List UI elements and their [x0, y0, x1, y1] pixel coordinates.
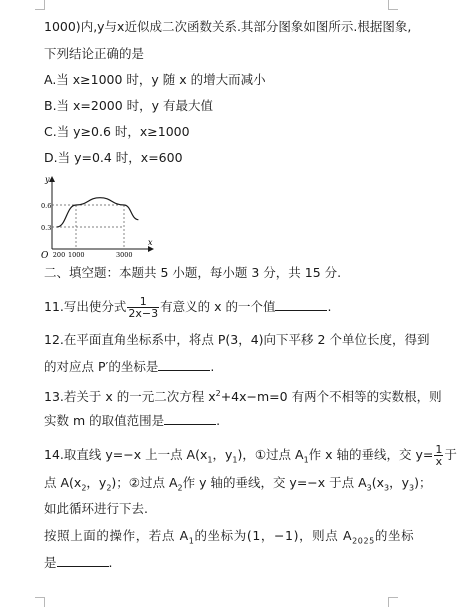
- section-heading: 二、填空题：本题共 5 小题，每小题 3 分，共 15 分.: [44, 265, 342, 280]
- q14-text: ，y: [212, 447, 233, 462]
- question-14-line-2: [44, 474, 432, 498]
- y-axis-label: y: [45, 175, 50, 184]
- y-tick-label: 0.3: [41, 224, 52, 232]
- crop-mark-bottom-right: [388, 597, 398, 607]
- q14-text: )；: [414, 475, 432, 490]
- q13-text: 13.若关于 x 的一元二次方程 x: [44, 389, 216, 405]
- question-14-line-5: [44, 554, 113, 572]
- answer-blank[interactable]: [275, 298, 327, 311]
- subscript: 1: [207, 455, 213, 465]
- x-tick-label: 1000: [68, 251, 85, 259]
- subscript: 2: [177, 483, 183, 493]
- crop-mark-top-right: [388, 0, 398, 10]
- question-text-line: 1000)内,y与x近似成二次函数关系.其部分图象如图所示.根据图象,: [44, 19, 412, 34]
- q12-text: 的对应点 P′的坐标是: [44, 359, 159, 374]
- q11-text: 11.写出使分式: [44, 299, 127, 314]
- q14-text: )，①过点 A: [237, 447, 304, 462]
- y-tick-label: 0.6: [41, 202, 52, 210]
- question-13-line-2: [44, 412, 220, 430]
- question-12-line-2: [44, 358, 214, 376]
- subscript: 1: [188, 536, 195, 546]
- answer-blank[interactable]: [57, 554, 109, 567]
- q14-text: 的坐标为(1，−1)，则点 A: [194, 528, 353, 543]
- q14-text: 作 x 轴的垂线，交 y=: [308, 447, 434, 462]
- q14-text: ，y: [389, 475, 410, 490]
- period: .: [108, 555, 113, 570]
- subscript: 3: [384, 483, 390, 493]
- question-13-line-1: [44, 385, 442, 406]
- q14-text: 按照上面的操作，若点 A: [44, 528, 189, 543]
- q14-text: 于: [444, 447, 457, 462]
- question-12-line-1: 12.在平面直角坐标系中，将点 P(3，4)向下平移 2 个单位长度，得到: [44, 332, 430, 347]
- q11-text: 有意义的 x 的一个值: [160, 299, 276, 314]
- q14-text: 的坐标: [374, 528, 415, 543]
- answer-blank[interactable]: [164, 412, 216, 425]
- subscript: 2: [106, 483, 112, 493]
- subscript: 3: [366, 483, 372, 493]
- question-text-line: 下列结论正确的是: [44, 46, 145, 61]
- fraction: [434, 444, 443, 467]
- period: .: [210, 359, 215, 374]
- period: .: [216, 413, 221, 428]
- q14-text: (x: [371, 475, 385, 490]
- q14-text: 点 A(x: [44, 475, 82, 490]
- crop-mark-bottom-left: [35, 597, 45, 607]
- q13-text: +4x−m=0 有两个不相等的实数根，则: [220, 389, 442, 405]
- fraction-numerator: 1: [435, 443, 443, 456]
- subscript: 2: [81, 483, 87, 493]
- question-11: [44, 296, 331, 319]
- q14-text: ，y: [86, 475, 107, 490]
- option-d: D.当 y=0.4 时，x=600: [44, 150, 183, 165]
- option-b: B.当 x=2000 时，y 有最大值: [44, 98, 214, 113]
- period: .: [327, 299, 332, 314]
- q14-text: 14.取直线 y=−x 上一点 A(x: [44, 447, 208, 462]
- fraction-denominator: 2x−3: [128, 307, 159, 320]
- subscript: 1: [232, 455, 238, 465]
- question-14-line-3: 如此循环进行下去.: [44, 501, 148, 516]
- superscript: 2: [215, 389, 221, 398]
- x-axis-label: x: [148, 238, 153, 247]
- q14-text: 作 y 轴的垂线，交 y=−x 于点 A: [182, 475, 367, 490]
- q14-text: )；②过点 A: [111, 475, 178, 490]
- q13-text: 实数 m 的取值范围是: [44, 413, 165, 428]
- crop-mark-top-left: [35, 0, 45, 10]
- q14-text: 是: [44, 555, 57, 570]
- x-tick-label: 200: [52, 251, 66, 259]
- parabola-graph: [40, 172, 160, 262]
- subscript: 3: [409, 483, 415, 493]
- subscript: 1: [303, 455, 309, 465]
- answer-blank[interactable]: [158, 358, 210, 371]
- x-tick-label: 3000: [116, 251, 133, 259]
- fraction-denominator: x: [435, 455, 443, 468]
- subscript: 2025: [352, 536, 375, 546]
- fraction-numerator: 1: [127, 296, 159, 308]
- option-c: C.当 y≥0.6 时，x≥1000: [44, 124, 190, 139]
- parabola-curve: [57, 198, 139, 227]
- question-14-line-1: [44, 444, 457, 470]
- origin-label: O: [41, 251, 49, 261]
- option-a: A.当 x≥1000 时，y 随 x 的增大而减小: [44, 72, 266, 87]
- fraction: [127, 296, 159, 319]
- question-14-line-4: [44, 527, 414, 551]
